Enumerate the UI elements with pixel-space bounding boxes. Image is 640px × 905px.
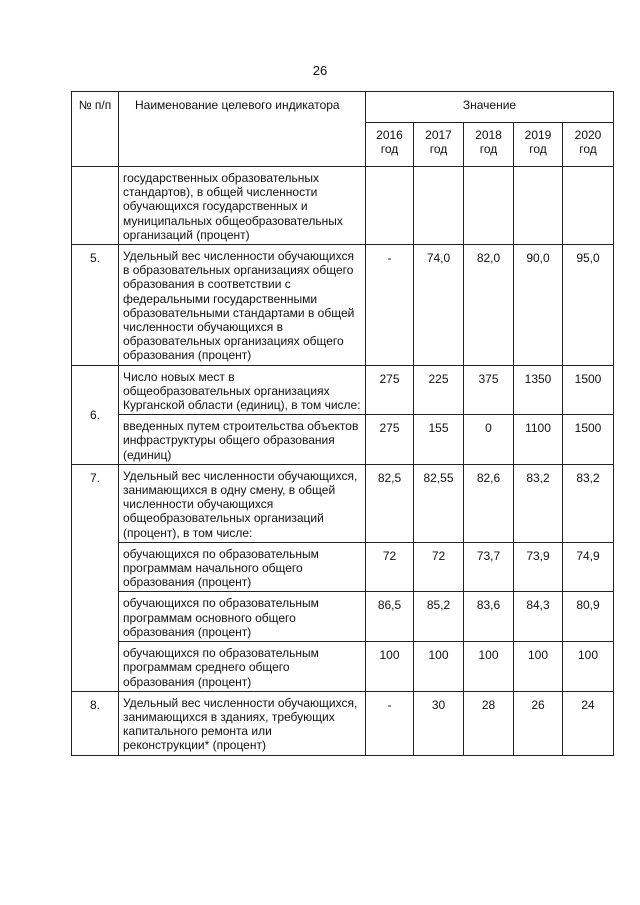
indicator-name: обучающихся по образовательным программам начального общего образования (процент) <box>119 542 366 592</box>
value-cell: 82,5 <box>366 464 414 542</box>
indicator-name: государственных образовательных стандартов), в общей численности обучающихся государственных и муниципальных общеобразовательных организаций (процент) <box>119 167 366 245</box>
value-cell: 1500 <box>563 415 614 465</box>
value-cell: 82,6 <box>464 464 514 542</box>
value-cell: 90,0 <box>514 245 563 366</box>
indicator-name: введенных путем строительства объектов инфраструктуры общего образования (единиц) <box>119 415 366 465</box>
value-cell <box>563 167 614 245</box>
value-cell: 85,2 <box>414 592 464 642</box>
value-cell: 86,5 <box>366 592 414 642</box>
value-cell: 30 <box>414 691 464 755</box>
header-row <box>72 92 614 123</box>
row-number: 5. <box>72 245 119 366</box>
value-cell: 100 <box>464 642 514 692</box>
value-cell <box>414 167 464 245</box>
value-cell: 1100 <box>514 415 563 465</box>
value-cell <box>514 167 563 245</box>
value-cell: 28 <box>464 691 514 755</box>
table-row <box>72 464 614 542</box>
indicator-name: Удельный вес численности обучающихся, занимающихся в зданиях, требующих капитального ремонта или реконструкции* (процент) <box>119 691 366 755</box>
table-row <box>72 592 614 642</box>
header-num: № п/п <box>72 92 119 167</box>
value-cell: 83,2 <box>514 464 563 542</box>
table-row <box>72 542 614 592</box>
value-cell: 275 <box>366 365 414 415</box>
table-row <box>72 365 614 415</box>
value-cell: 100 <box>414 642 464 692</box>
header-name: Наименование целевого индикатора <box>119 92 366 167</box>
row-number: 6. <box>72 365 119 464</box>
value-cell: 72 <box>366 542 414 592</box>
header-year: 2020 год <box>563 123 614 167</box>
header-year: 2016 год <box>366 123 414 167</box>
value-cell: 74,0 <box>414 245 464 366</box>
row-number: 7. <box>72 464 119 691</box>
value-cell: 100 <box>563 642 614 692</box>
value-cell: 26 <box>514 691 563 755</box>
value-cell: 73,7 <box>464 542 514 592</box>
value-cell: 82,55 <box>414 464 464 542</box>
value-cell: 72 <box>414 542 464 592</box>
value-cell: 24 <box>563 691 614 755</box>
header-year: 2017 год <box>414 123 464 167</box>
table-row <box>72 245 614 366</box>
value-cell: 155 <box>414 415 464 465</box>
value-cell <box>464 167 514 245</box>
value-cell: 73,9 <box>514 542 563 592</box>
indicator-name: Удельный вес численности обучающихся, занимающихся в одну смену, в общей численности обучающихся общеобразовательных организаций (процент), в том числе: <box>119 464 366 542</box>
value-cell: 100 <box>514 642 563 692</box>
value-cell: 0 <box>464 415 514 465</box>
value-cell: 225 <box>414 365 464 415</box>
value-cell: 95,0 <box>563 245 614 366</box>
page-number: 26 <box>312 63 328 78</box>
indicator-name: Удельный вес численности обучающихся в образовательных организациях общего образования в соответствии с федеральными государственными образовательными стандартами в общей численности обучающихся в образовательных организациях общего образования (процент) <box>119 245 366 366</box>
value-cell: 83,6 <box>464 592 514 642</box>
value-cell: - <box>366 245 414 366</box>
table-row <box>72 642 614 692</box>
value-cell <box>366 167 414 245</box>
value-cell: 100 <box>366 642 414 692</box>
header-year: 2018 год <box>464 123 514 167</box>
table-row <box>72 415 614 465</box>
table-row <box>72 691 614 755</box>
value-cell: 1500 <box>563 365 614 415</box>
header-value: Значение <box>366 92 614 123</box>
indicator-name: обучающихся по образовательным программам основного общего образования (процент) <box>119 592 366 642</box>
indicator-table <box>71 91 614 756</box>
value-cell: - <box>366 691 414 755</box>
value-cell: 74,9 <box>563 542 614 592</box>
row-number <box>72 167 119 245</box>
value-cell: 82,0 <box>464 245 514 366</box>
value-cell: 375 <box>464 365 514 415</box>
value-cell: 275 <box>366 415 414 465</box>
value-cell: 1350 <box>514 365 563 415</box>
value-cell: 83,2 <box>563 464 614 542</box>
indicator-name: обучающихся по образовательным программам среднего общего образования (процент) <box>119 642 366 692</box>
table-row <box>72 167 614 245</box>
indicator-name: Число новых мест в общеобразовательных организациях Курганской области (единиц), в том числе: <box>119 365 366 415</box>
row-number: 8. <box>72 691 119 755</box>
header-year: 2019 год <box>514 123 563 167</box>
value-cell: 84,3 <box>514 592 563 642</box>
value-cell: 80,9 <box>563 592 614 642</box>
